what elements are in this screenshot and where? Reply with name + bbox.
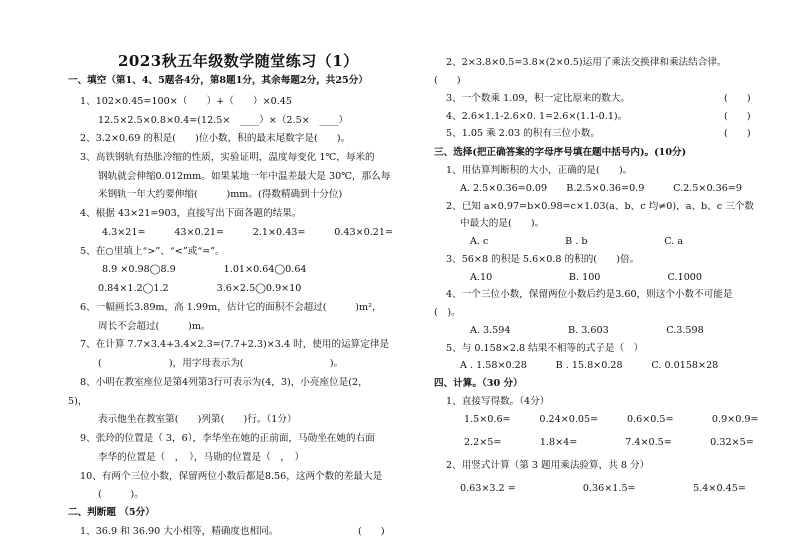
question-line: A. 2.5×0.36=0.09 B.2.5×0.36=0.9 C.2.5×0.36=9 [460,183,742,194]
question-line: 米钢轨一年大约要伸缩( )mm。(得数精确到十分位) [98,189,343,200]
question-line: 1、36.9 和 36.90 大小相等，精确度也相同。 [80,526,279,537]
question-line: 0.63×3.2 = 0.36×1.5= 5.4×0.45= [460,483,746,494]
question-line: 7、在计算 7.7×3.4+3.4×2.3=(7.7+2.3)×3.4 时，使用的运算定律是 [80,339,390,350]
question-line: 9、张玲的位置是（ 3，6），李华坐在她的正前面，马勋坐在她的右面 [80,433,375,444]
question-line: 1、用估算判断积的大小，正确的是( )。 [446,165,633,176]
question-line: A. 3.594 B. 3.603 C.3.598 [470,325,704,336]
question-line: A. c B . b C. a [470,236,684,247]
section-heading: 三、选择(把正确答案的字母序号填在题中括号内)。(10分) [434,147,687,158]
question-line: 3、高铁钢轨有热胀冷缩的性质，实验证明，温度每变化 1℃，每米的 [80,152,375,163]
question-line: 5、与 0.158×2.8 结果不相等的式子是（ ） [446,343,644,354]
page-title: 2023秋五年级数学随堂练习（1） [118,52,359,70]
question-line: 5、1.05 乘 2.03 的积有三位小数。 [446,128,600,139]
question-line: 表示他坐在教室第( )列第( )行。（1分） [98,414,297,425]
question-line: 5、在○里填上“>”、“<”或“=”。 [80,246,225,257]
question-line: 1.5×0.6= 0.24×0.05= 0.6×0.5= 0.9×0.9= [464,414,759,425]
question-line: 4、根据 43×21=903，直接写出下面各题的结果。 [80,208,302,219]
answer-bracket: ( ) [724,111,751,122]
answer-bracket: ( ) [358,526,385,537]
question-line: 2、用竖式计算（第 3 题用乘法验算，共 8 分） [446,460,650,471]
question-line: 12.5×2.5×0.8×0.4=(12.5× ____）×（2.5× ____） [98,115,349,126]
question-line: 10、有两个三位小数，保留两位小数后都是8.56，这两个数的差最大是 [80,471,383,482]
question-line: 4.3×21= 43×0.21= 2.1×0.43= 0.43×0.21= [102,227,394,238]
question-line: 4、2.6×1.1-2.6×0. 1=2.6×(1.1-0.1)。 [446,111,628,122]
question-line: 周长不会超过( )m。 [98,321,211,332]
question-line: A.10 B. 100 C.1000 [470,272,703,283]
section-heading: 一、填空（第1、4、5题各4分，第8题1分，其余每题2分，共25分） [68,75,368,86]
question-line: 1、直接写得数。（4分） [446,396,550,407]
question-line: 6、一幅画长3.89m，高 1.99m，估计它的面积不会超过( )m²， [80,302,382,313]
question-line: 李华的位置是（ ， ），马勋的位置是（ ， ） [98,452,305,463]
question-line: ( )。 [434,307,461,318]
answer-bracket: ( ) [724,93,751,104]
question-line: 5)， [68,396,88,407]
question-line: 3、一个数乘 1.09，积一定比原来的数大。 [446,93,631,104]
question-line: 钢轨就会伸缩0.012mm。如果某地一年中温差最大是 30℃，那么每 [98,171,391,182]
question-line: 中最大的是( )。 [460,218,545,229]
question-line: ( ) [434,75,461,86]
answer-bracket: ( ) [724,128,751,139]
question-line: A . 1.58×0.28 B . 15.8×0.28 C. 0.0158×28 [460,360,719,371]
section-heading: 四、计算。（30 分） [434,378,523,389]
question-line: 8.9 ×0.98◯8.9 1.01×0.64◯0.64 [102,264,307,275]
question-line: 2、已知 a×0.97=b×0.98=c×1.03(a、b、c 均≠0)，a、b、c 三个数 [446,201,754,212]
question-line: 1、102×0.45=100×（ ）+（ ）×0.45 [80,96,292,107]
question-line: ( )，用字母表示为( )。 [98,358,344,369]
question-line: 2.2×5= 1.8×4= 7.4×0.5= 0.32×5= [464,437,754,448]
question-line: 3、56×8 的积是 5.6×0.8 的积的( )倍。 [446,254,640,265]
question-line: 2、2×3.8×0.5=3.8×(2×0.5)运用了乘法交换律和乘法结合律。 [446,57,727,68]
question-line: 0.84×1.2◯1.2 3.6×2.5◯0.9×10 [98,283,302,294]
question-line: 2、3.2×0.69 的积是( )位小数，积的最末尾数字是( )。 [80,133,351,144]
question-line: 4、一个三位小数，保留两位小数后约是3.60，则这个小数不可能是 [446,289,733,300]
question-line: 8、小明在教室座位是第4列第3行可表示为(4，3)，小亮座位是(2， [80,377,368,388]
question-line: ( )。 [98,489,144,500]
section-heading: 二、判断题 （5分） [68,507,155,518]
